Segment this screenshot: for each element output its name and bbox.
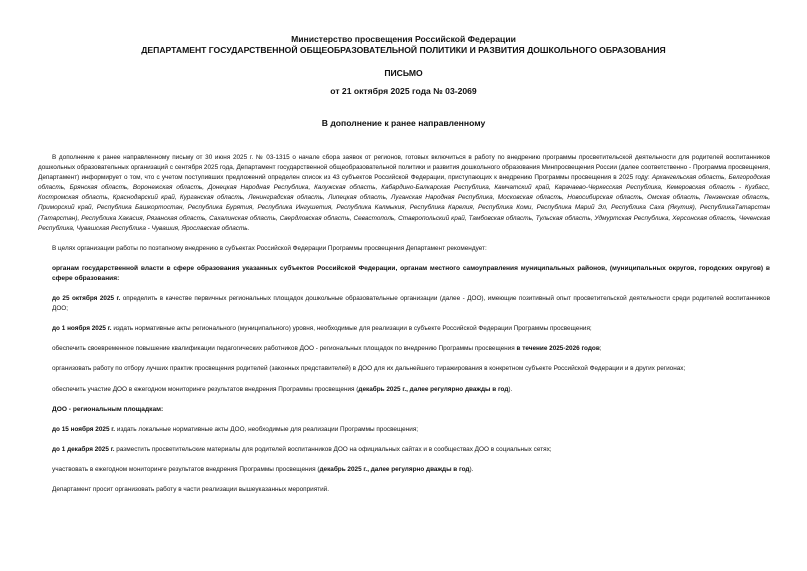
item-text: участвовать в ежегодном мониторинге результатов внедрения Программы просвещения ( — [52, 465, 320, 473]
authorities-heading: органам государственной власти в сфере образования указанных субъектов Российской Федерации, органам местного самоуправления муниципальных районов, (муниципальных округов, городских округов) в сфере образования: — [52, 264, 770, 282]
deadline: до 1 ноября 2025 г. — [52, 325, 112, 333]
doo-item-paragraph — [38, 465, 770, 475]
item-text: разместить просветительские материалы для родителей воспитанников ДОО на официальных сайтах и в сообществах ДОО в социальных сетях; — [114, 445, 552, 453]
item-text: обеспечить своевременное повышение квалификации педагогических работников ДОО - региональных площадок по внедрению Программы просвещения — [52, 345, 517, 353]
document-date-number: от 21 октября 2025 года № 03-2069 — [330, 86, 477, 96]
item-text: издать нормативные акты регионального (муниципального) уровня, необходимые для реализации в субъекте Российской Федерации Программы просвещения; — [111, 325, 592, 333]
intro-paragraph — [38, 153, 770, 234]
item-text: ; — [599, 345, 602, 353]
deadline: до 25 октября 2025 г. — [52, 295, 121, 303]
doo-item-paragraph — [38, 445, 770, 455]
item-text: обеспечить участие ДОО в ежегодном мониторинге результатов внедрения Программы просвещения ( — [52, 385, 359, 393]
item-text: ). — [508, 385, 513, 393]
deadline: декабрь 2025 г., далее регулярно дважды в год — [358, 385, 509, 393]
document-type: ПИСЬМО — [384, 68, 423, 78]
regions-list: Архангельская область, Белгородская область, Брянская область, Воронежская область, Донецкая Народная Республика, Калужская область, Кабардино-Балкарская Республика, Камчатский край, Карачаево-Черкесская Республика, Кемеровская область - Кузбасс, Костромская область, Краснодарский край, Курганская область, Ленинградская область, Липецкая область, Луганская Народная Республика, Московская область, Новосибирская область, Омская область, Пензенская область, Приморский край, Республика Башкортостан, Республика Бурятия, Республика Ингушетия, Республика Калмыкия, Республика Карелия, Республика Коми, Республика Марий Эл, Республика Саха (Якутия), РеспубликаТатарстан (Татарстан), Республика Хакасия, Рязанская область, Сахалинская область, Свердловская область, Севастополь, Ставропольский край, Тамбовская область, Тульская область, Удмуртская Республика, Херсонская область, Чеченская Республика, Чувашская Республика - Чувашия, Ярославская область. — [38, 174, 770, 232]
item-paragraph — [38, 344, 770, 354]
doo-item-paragraph — [38, 425, 770, 435]
recommend-paragraph: В целях организации работы по поэтапному внедрению в субъектах Российской Федерации Программы просвещения Департамент рекомендует: — [52, 244, 487, 252]
deadline: декабрь 2025 г., далее регулярно дважды в год — [319, 465, 470, 473]
item-paragraph — [38, 385, 770, 395]
doo-heading: ДОО - региональным площадкам: — [52, 405, 164, 413]
item-paragraph — [38, 324, 770, 334]
document-body — [38, 153, 770, 495]
item-paragraph: организовать работу по отбору лучших практик просвещения родителей (законных представителей) в ДОО для их дальнейшего тиражирования в конкретном субъекте Российской Федерации и в других регионах; — [52, 365, 686, 373]
item-paragraph — [38, 294, 770, 314]
item-text: ). — [469, 465, 474, 473]
item-text: определить в качестве первичных региональных площадок дошкольные образовательные организации (далее - ДОО), имеющие позитивный опыт просветительской деятельности среди родителей воспитанников ДОО; — [52, 295, 770, 313]
document-subject: В дополнение к ранее направленному — [321, 118, 486, 128]
item-text: издать локальные нормативные акты ДОО, необходимые для реализации Программы просвещения; — [115, 425, 419, 433]
closing-paragraph: Департамент просит организовать работу в части реализации вышеуказанных мероприятий. — [52, 485, 330, 493]
intro-text: В дополнение к ранее направленному письму от 30 июня 2025 г. № 03-1315 о начале сбора заявок от регионов, готовых включиться в работу по внедрению программы просветительской деятельности для родителей воспитанников дошкольных образовательных организаций с сентября 2025 года, Департамент государственной общеобразовательной политики и развития дошкольного образования Минпросвещения России (далее соответственно - Программа просвещения, Департамент) информирует о том, что с учетом поступивших предложений определен список из 43 субъектов Российской Федерации, приступающих к внедрению Программы просвещения в 2025 году: — [38, 154, 770, 182]
deadline: до 1 декабря 2025 г. — [52, 445, 115, 453]
department-name: ДЕПАРТАМЕНТ ГОСУДАРСТВЕННОЙ ОБЩЕОБРАЗОВАТЕЛЬНОЙ ПОЛИТИКИ И РАЗВИТИЯ ДОШКОЛЬНОГО ОБРАЗОВАНИЯ — [141, 45, 666, 55]
deadline: в течение 2025-2026 годов — [516, 345, 600, 353]
ministry-name: Министерство просвещения Российской Федерации — [291, 34, 516, 44]
deadline: до 15 ноября 2025 г. — [52, 425, 116, 433]
